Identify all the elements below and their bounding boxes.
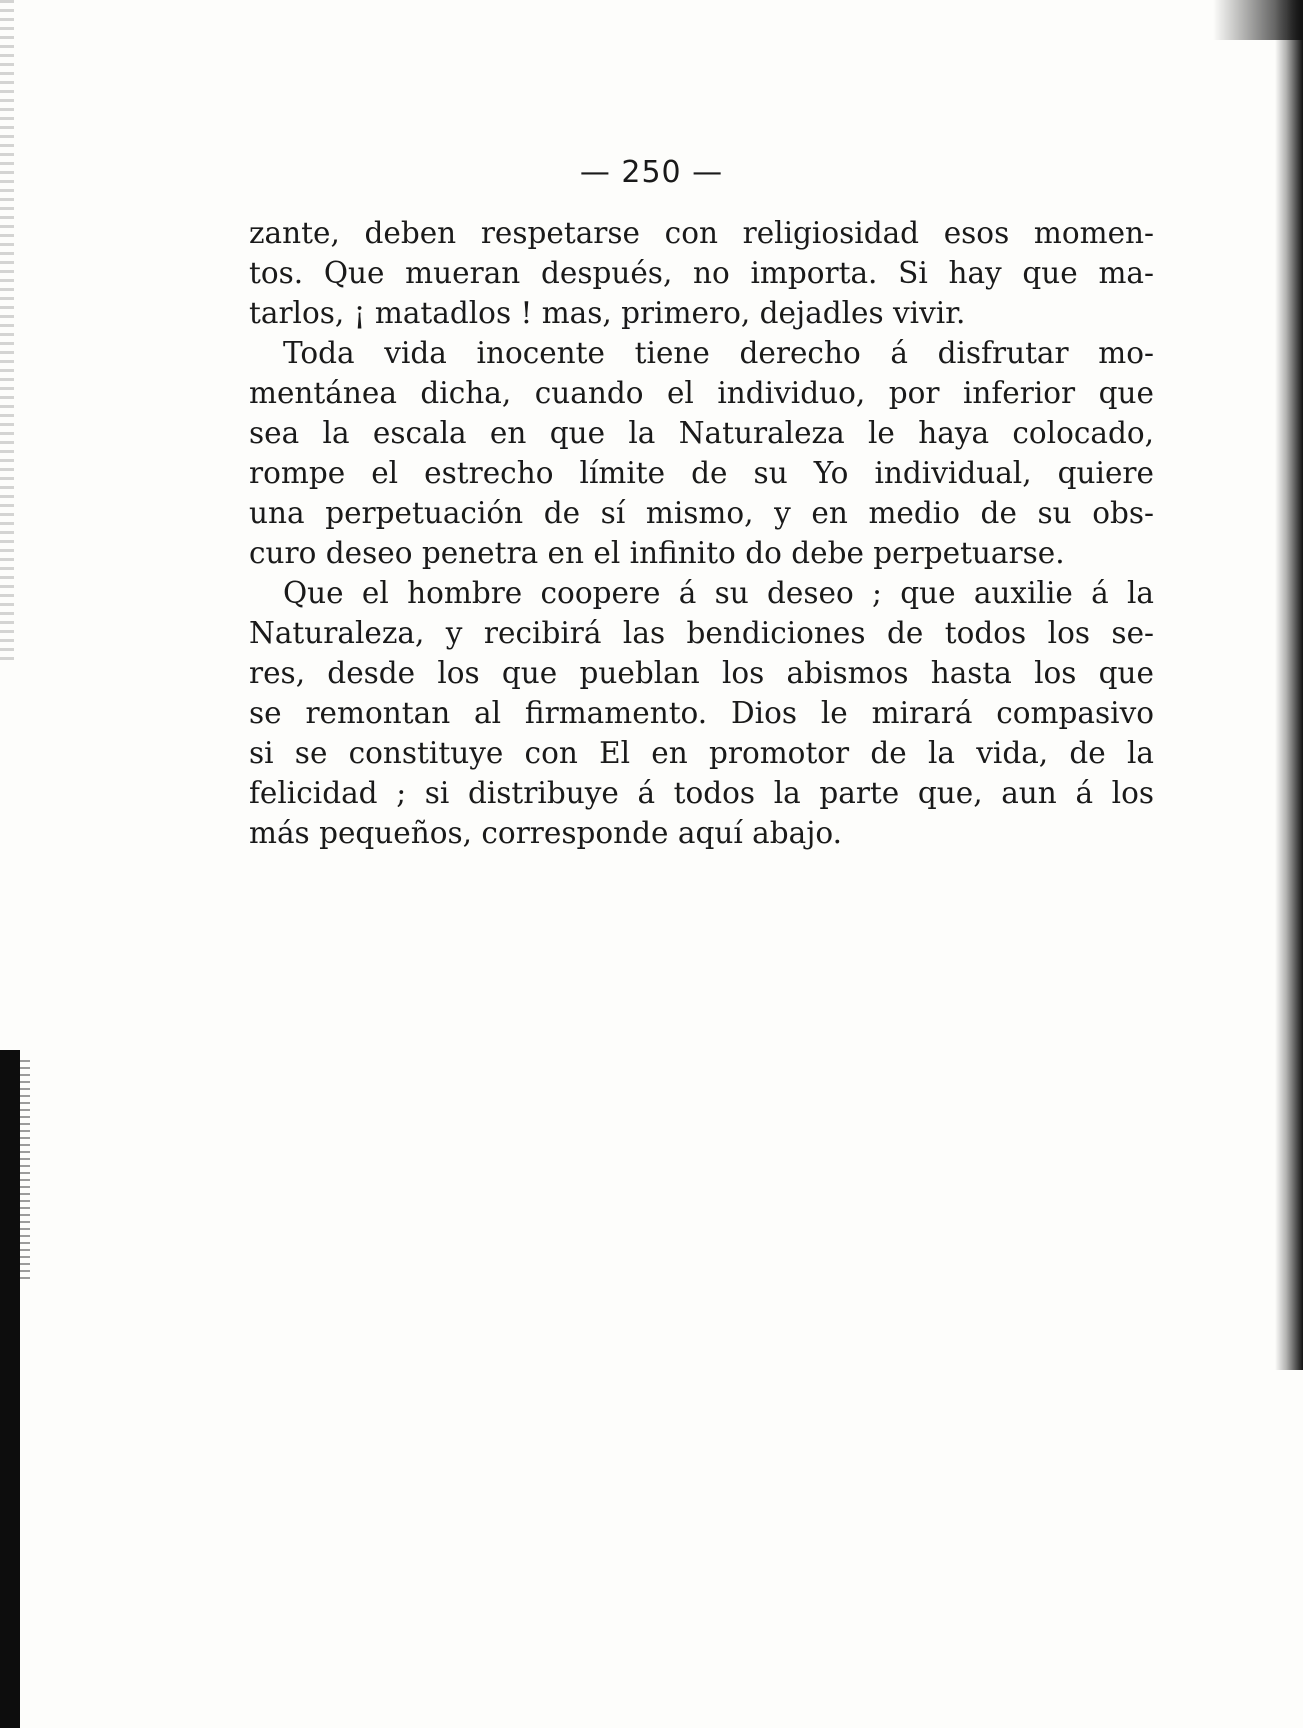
text-line: si se constituye con El en promotor de la vida, de la [249,736,1154,770]
text-line: res, desde los que pueblan los abismos hasta los que [249,656,1154,690]
text-line: tos. Que mueran después, no importa. Si hay que ma- [249,256,1154,290]
text-line: felicidad ; si distribuye á todos la parte que, aun á los [249,776,1154,810]
text-line: se remontan al firmamento. Dios le mirará compasivo [249,696,1154,730]
text-line: más pequeños, corresponde aquí abajo. [249,816,842,850]
scan-edge-noise-left [0,0,14,660]
scan-edge-bar-left [0,1050,20,1728]
text-line: Que el hombre coopere á su deseo ; que auxilie á la [283,576,1154,610]
text-line: sea la escala en que la Naturaleza le haya colocado, [249,416,1154,450]
text-line: tarlos, ¡ matadlos ! mas, primero, dejadles vivir. [249,296,966,330]
text-line: una perpetuación de sí mismo, y en medio de su obs- [249,496,1154,530]
page-number: — 250 — [579,155,724,190]
text-line: curo deseo penetra en el infinito do debe perpetuarse. [249,536,1065,570]
text-line: rompe el estrecho límite de su Yo individual, quiere [249,456,1154,490]
text-line: mentánea dicha, cuando el individuo, por inferior que [249,376,1154,410]
scan-edge-shadow-right [1275,0,1303,1370]
text-line: zante, deben respetarse con religiosidad esos momen- [249,216,1154,250]
text-line: Toda vida inocente tiene derecho á disfrutar mo- [283,336,1154,370]
body-text [249,213,1154,853]
scan-edge-noise-left-lower [20,1060,30,1280]
text-line: Naturaleza, y recibirá las bendiciones de todos los se- [249,616,1154,650]
